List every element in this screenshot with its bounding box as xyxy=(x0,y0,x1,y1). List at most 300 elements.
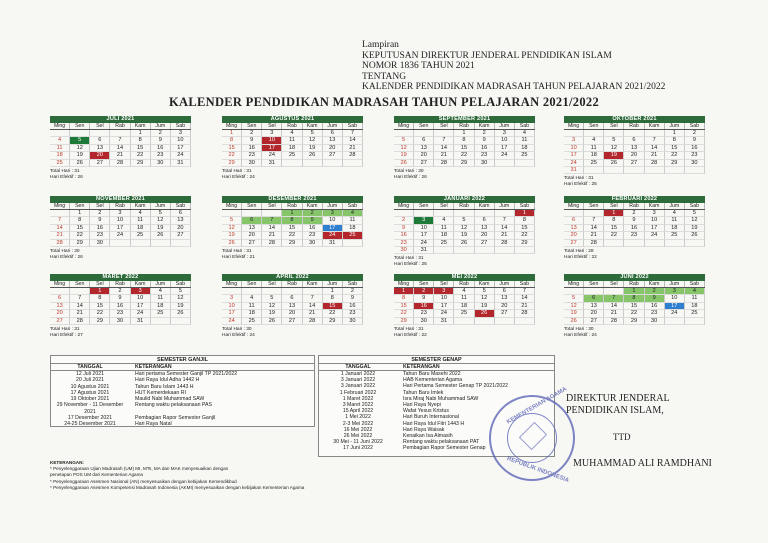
day-cell: 1 xyxy=(665,130,685,137)
week-row xyxy=(564,303,705,310)
day-cell: 12 xyxy=(303,137,323,144)
day-cell: 4 xyxy=(151,288,171,295)
weekday-label: Rab xyxy=(110,281,130,287)
day-cell: 12 xyxy=(685,217,705,224)
day-cell xyxy=(262,288,282,295)
weekday-label: Ming xyxy=(394,281,414,287)
month-totals xyxy=(394,327,535,338)
week-row xyxy=(50,217,191,224)
week-row xyxy=(564,160,705,167)
row-description: Rentang waktu pelaksanaan PAT xyxy=(403,439,480,446)
day-cell: 11 xyxy=(50,145,70,152)
day-cell: 17 xyxy=(171,145,191,152)
weekday-label: Sab xyxy=(343,123,363,129)
day-cell xyxy=(394,130,414,137)
day-cell: 31 xyxy=(323,240,343,247)
effective-days: Hari Efektif : 25 xyxy=(564,181,597,187)
day-cell: 31 xyxy=(262,160,282,167)
week-row xyxy=(394,225,535,232)
day-cell: 3 xyxy=(222,295,242,302)
weekday-header xyxy=(394,123,535,130)
day-cell: 2 xyxy=(343,288,363,295)
day-cell: 4 xyxy=(584,137,604,144)
day-cell xyxy=(515,318,535,325)
day-cell: 17 xyxy=(262,145,282,152)
day-cell: 3 xyxy=(645,210,665,217)
day-cell: 13 xyxy=(282,303,302,310)
ttd-label: TTD xyxy=(613,432,631,442)
day-cell: 22 xyxy=(624,310,644,317)
day-cell: 16 xyxy=(303,225,323,232)
day-cell: 10 xyxy=(222,303,242,310)
note-item: * Penyelenggaraan Ujian Madrasah (UM) MI, MTs, MA dan MAK menyesuaikan dengan xyxy=(50,466,229,472)
day-cell: 23 xyxy=(151,152,171,159)
day-cell: 16 xyxy=(685,145,705,152)
weekday-label: Sel xyxy=(90,281,110,287)
day-cell: 25 xyxy=(434,240,454,247)
day-cell xyxy=(303,288,323,295)
note-item: penetapan POS UM dari Kementerian Agama xyxy=(50,472,143,478)
weekday-label: Sel xyxy=(90,123,110,129)
day-cell: 10 xyxy=(262,137,282,144)
week-row xyxy=(564,288,705,295)
day-cell: 12 xyxy=(454,225,474,232)
col-tanggal: TANGGAL xyxy=(345,364,371,370)
day-cell: 19 xyxy=(303,145,323,152)
day-cell: 5 xyxy=(685,210,705,217)
month-calendar xyxy=(222,196,363,260)
day-cell xyxy=(604,167,624,174)
row-description: HAB Kementerian Agama xyxy=(403,377,463,384)
day-cell: 17 xyxy=(665,303,685,310)
row-date: 1 Februari 2022 xyxy=(339,389,377,396)
day-cell: 30 xyxy=(685,160,705,167)
row-description: Hari Pertama Semester Genap TP 2021/2022 xyxy=(403,383,509,390)
col-keterangan: KETERANGAN xyxy=(403,364,440,370)
day-cell: 9 xyxy=(645,295,665,302)
row-description: Pembagian Rapor Semester Genap xyxy=(403,445,486,452)
day-cell: 29 xyxy=(394,318,414,325)
weekday-label: Sen xyxy=(414,281,434,287)
weekday-label: Ming xyxy=(394,123,414,129)
weekday-label: Sab xyxy=(343,203,363,209)
day-cell: 8 xyxy=(323,295,343,302)
day-cell: 31 xyxy=(171,160,191,167)
row-description: Pembagian Rapor Semester Ganjil xyxy=(135,415,216,422)
signatory-name: MUHAMMAD ALI RAMDHANI xyxy=(573,458,712,469)
day-cell: 28 xyxy=(262,240,282,247)
weekday-label: Sel xyxy=(434,123,454,129)
day-cell: 26 xyxy=(222,240,242,247)
day-cell: 9 xyxy=(414,295,434,302)
week-row xyxy=(50,160,191,167)
month-calendar xyxy=(222,116,363,180)
month-totals xyxy=(222,249,363,260)
day-cell: 28 xyxy=(515,310,535,317)
day-cell: 3 xyxy=(564,137,584,144)
weekday-label: Jum xyxy=(323,281,343,287)
row-description: HUT Kemerdekaan RI xyxy=(135,389,186,396)
day-cell xyxy=(171,318,191,325)
row-date: 26 Mei 2022 xyxy=(343,433,373,440)
day-cell: 10 xyxy=(131,295,151,302)
row-description: Tahun Baru Masehi 2022 xyxy=(403,371,461,377)
month-calendar xyxy=(394,116,535,180)
week-row xyxy=(50,145,191,152)
day-cell xyxy=(685,167,705,174)
weekday-label: Sab xyxy=(515,123,535,129)
weekday-label: Kam xyxy=(475,203,495,209)
day-cell: 4 xyxy=(665,210,685,217)
week-row xyxy=(564,295,705,302)
day-cell: 11 xyxy=(454,295,474,302)
day-cell: 16 xyxy=(90,225,110,232)
weekday-label: Jum xyxy=(665,123,685,129)
day-cell xyxy=(343,240,363,247)
day-cell: 8 xyxy=(394,295,414,302)
weekday-label: Jum xyxy=(151,123,171,129)
row-description: Hari Raya Nyepi xyxy=(403,402,441,409)
weekday-header xyxy=(222,123,363,130)
day-cell xyxy=(282,288,302,295)
day-cell: 25 xyxy=(242,318,262,325)
weekday-label: Ming xyxy=(564,123,584,129)
weekday-label: Sab xyxy=(685,281,705,287)
weekday-label: Sen xyxy=(584,281,604,287)
day-cell: 30 xyxy=(414,318,434,325)
day-cell: 16 xyxy=(645,303,665,310)
day-cell: 12 xyxy=(564,303,584,310)
day-cell: 3 xyxy=(434,288,454,295)
day-cell: 9 xyxy=(242,137,262,144)
day-cell xyxy=(454,318,474,325)
day-cell: 10 xyxy=(495,137,515,144)
day-cell: 9 xyxy=(685,137,705,144)
day-cell: 10 xyxy=(434,295,454,302)
day-cell: 24 xyxy=(564,160,584,167)
weekday-label: Jum xyxy=(665,203,685,209)
day-cell: 22 xyxy=(282,232,302,239)
day-cell: 14 xyxy=(495,225,515,232)
day-cell xyxy=(624,130,644,137)
table-row xyxy=(51,421,314,427)
month-calendar xyxy=(50,196,191,260)
day-cell xyxy=(303,160,323,167)
weekday-label: Jum xyxy=(323,203,343,209)
day-cell: 9 xyxy=(343,295,363,302)
day-cell: 26 xyxy=(171,310,191,317)
day-cell xyxy=(564,288,584,295)
row-description: Hari Raya Waisak xyxy=(403,426,445,433)
day-cell: 31 xyxy=(564,167,584,174)
total-days: Total Hari : 30 xyxy=(564,326,594,332)
day-cell: 18 xyxy=(685,303,705,310)
day-cell xyxy=(262,210,282,217)
day-cell: 15 xyxy=(604,225,624,232)
day-cell: 21 xyxy=(303,310,323,317)
day-cell: 27 xyxy=(50,318,70,325)
day-cell: 24 xyxy=(110,232,130,239)
day-cell: 29 xyxy=(90,318,110,325)
day-cell: 25 xyxy=(151,310,171,317)
day-cell: 28 xyxy=(584,240,604,247)
month-title: JANUARI 2022 xyxy=(394,196,535,203)
day-cell: 4 xyxy=(685,288,705,295)
row-description: Tahun Baru Islam 1443 H xyxy=(135,383,194,390)
day-cell: 9 xyxy=(475,137,495,144)
day-cell: 14 xyxy=(434,145,454,152)
day-cell: 22 xyxy=(131,152,151,159)
week-row xyxy=(564,167,705,174)
day-cell xyxy=(454,247,474,254)
day-cell: 20 xyxy=(495,303,515,310)
day-cell: 8 xyxy=(515,217,535,224)
row-date: 1 Mei 2022 xyxy=(345,414,371,421)
day-cell: 23 xyxy=(685,152,705,159)
day-cell: 14 xyxy=(70,303,90,310)
weekday-label: Sab xyxy=(685,203,705,209)
day-cell xyxy=(90,130,110,137)
day-cell: 25 xyxy=(584,160,604,167)
day-cell: 2 xyxy=(151,130,171,137)
weekday-label: Ming xyxy=(222,203,242,209)
day-cell: 16 xyxy=(475,145,495,152)
day-cell: 2 xyxy=(90,210,110,217)
day-cell: 11 xyxy=(584,145,604,152)
row-date: 3 Januari 2022 xyxy=(340,383,376,390)
day-cell: 19 xyxy=(685,225,705,232)
day-cell: 9 xyxy=(90,217,110,224)
day-cell xyxy=(564,210,584,217)
day-cell: 2 xyxy=(110,288,130,295)
day-cell: 11 xyxy=(515,137,535,144)
weekday-label: Sel xyxy=(434,203,454,209)
week-row xyxy=(564,310,705,317)
week-row xyxy=(222,152,363,159)
table-body xyxy=(51,371,314,428)
day-cell: 21 xyxy=(645,152,665,159)
day-cell xyxy=(110,240,130,247)
month-totals xyxy=(50,327,191,338)
weekday-label: Ming xyxy=(222,281,242,287)
week-row xyxy=(394,160,535,167)
day-cell: 27 xyxy=(323,152,343,159)
day-cell: 6 xyxy=(414,137,434,144)
day-cell: 11 xyxy=(151,295,171,302)
day-cell: 26 xyxy=(303,152,323,159)
day-cell xyxy=(564,130,584,137)
day-cell: 17 xyxy=(645,225,665,232)
day-cell: 29 xyxy=(323,318,343,325)
week-row xyxy=(564,217,705,224)
day-cell: 4 xyxy=(515,130,535,137)
day-cell: 19 xyxy=(151,225,171,232)
day-cell: 11 xyxy=(242,303,262,310)
day-cell: 6 xyxy=(90,137,110,144)
day-cell xyxy=(624,240,644,247)
day-cell xyxy=(242,288,262,295)
day-cell: 30 xyxy=(110,318,130,325)
day-cell xyxy=(222,210,242,217)
day-cell: 4 xyxy=(131,210,151,217)
day-cell: 19 xyxy=(70,152,90,159)
day-cell: 21 xyxy=(604,310,624,317)
day-cell: 13 xyxy=(495,295,515,302)
day-cell: 7 xyxy=(495,217,515,224)
day-cell: 15 xyxy=(624,303,644,310)
weekday-label: Rab xyxy=(624,203,644,209)
weekday-label: Rab xyxy=(110,203,130,209)
day-cell: 8 xyxy=(70,217,90,224)
day-cell: 19 xyxy=(564,310,584,317)
total-days: Total Hari : 31 xyxy=(222,248,252,254)
effective-days: Hari Efektif : 27 xyxy=(50,332,83,338)
week-row xyxy=(50,318,191,325)
note-item: * Penyelenggaraan Asesmen Kompetensi Madrasah Indonesia (AKMI) menyesuaikan dengan kebijakan Kementerian Agama xyxy=(50,484,305,490)
day-cell: 24 xyxy=(495,152,515,159)
day-cell: 25 xyxy=(343,232,363,239)
weekday-label: Jum xyxy=(495,281,515,287)
day-cell: 21 xyxy=(70,310,90,317)
week-row xyxy=(222,288,363,295)
weekday-label: Kam xyxy=(303,123,323,129)
day-cell: 11 xyxy=(282,137,302,144)
day-cell: 26 xyxy=(394,160,414,167)
day-cell: 30 xyxy=(343,318,363,325)
day-cell xyxy=(414,130,434,137)
day-cell: 12 xyxy=(171,295,191,302)
day-cell: 22 xyxy=(90,310,110,317)
day-cell: 3 xyxy=(414,217,434,224)
day-cell: 25 xyxy=(50,160,70,167)
month-calendar xyxy=(50,274,191,338)
week-row xyxy=(394,288,535,295)
day-cell: 15 xyxy=(515,225,535,232)
day-cell: 19 xyxy=(171,303,191,310)
row-date: 1 Maret 2022 xyxy=(342,395,374,402)
day-cell: 26 xyxy=(151,232,171,239)
day-cell: 19 xyxy=(394,152,414,159)
weekday-label: Jum xyxy=(151,203,171,209)
month-title: OKTOBER 2021 xyxy=(564,116,705,123)
day-cell: 7 xyxy=(303,295,323,302)
day-cell: 10 xyxy=(645,217,665,224)
week-row xyxy=(564,225,705,232)
effective-days: Hari Efektif : 24 xyxy=(564,332,597,338)
weekday-label: Sab xyxy=(515,281,535,287)
effective-days: Hari Efektif : 24 xyxy=(222,332,255,338)
day-cell: 13 xyxy=(171,217,191,224)
row-date: 3 Januari 2022 xyxy=(340,377,376,384)
total-days: Total Hari : 31 xyxy=(394,256,424,262)
day-cell xyxy=(624,167,644,174)
total-days: Total Hari : 30 xyxy=(394,168,424,174)
day-cell xyxy=(515,247,535,254)
week-row xyxy=(394,303,535,310)
day-cell: 2 xyxy=(303,210,323,217)
row-description: Wafat Yesus Kristus xyxy=(403,408,449,415)
week-row xyxy=(394,130,535,137)
weekday-label: Rab xyxy=(110,123,130,129)
week-row xyxy=(50,240,191,247)
day-cell: 1 xyxy=(515,210,535,217)
day-cell: 16 xyxy=(624,225,644,232)
day-cell: 15 xyxy=(222,145,242,152)
day-cell: 14 xyxy=(303,303,323,310)
week-row xyxy=(564,137,705,144)
weekday-label: Rab xyxy=(624,123,644,129)
weekday-label: Rab xyxy=(454,123,474,129)
day-cell: 25 xyxy=(665,232,685,239)
day-cell: 6 xyxy=(564,217,584,224)
day-cell xyxy=(50,288,70,295)
day-cell: 25 xyxy=(515,152,535,159)
week-row xyxy=(394,310,535,317)
day-cell xyxy=(584,210,604,217)
stamp-text-top: KEMENTERIAN AGAMA xyxy=(506,386,569,426)
day-cell: 2 xyxy=(624,210,644,217)
week-row xyxy=(564,152,705,159)
week-row xyxy=(394,240,535,247)
day-cell: 16 xyxy=(414,303,434,310)
header-line: KALENDER PENDIDIKAN MADRASAH TAHUN PELAJARAN 2021/2022 xyxy=(362,82,666,92)
day-cell: 19 xyxy=(604,152,624,159)
total-days: Total Hari : 28 xyxy=(564,248,594,254)
day-cell: 12 xyxy=(222,225,242,232)
day-cell: 16 xyxy=(151,145,171,152)
day-cell: 22 xyxy=(665,152,685,159)
day-cell: 28 xyxy=(645,160,665,167)
weekday-label: Kam xyxy=(131,123,151,129)
weekday-header xyxy=(50,123,191,130)
row-description: Tahun Baru Imlek xyxy=(403,389,444,396)
day-cell: 27 xyxy=(90,160,110,167)
week-row xyxy=(222,210,363,217)
day-cell xyxy=(665,240,685,247)
month-title: AGUSTUS 2021 xyxy=(222,116,363,123)
day-cell: 17 xyxy=(434,303,454,310)
day-cell xyxy=(495,160,515,167)
row-description: Hari Buruh Internasional xyxy=(403,414,459,421)
day-cell: 12 xyxy=(262,303,282,310)
day-cell xyxy=(50,130,70,137)
day-cell: 3 xyxy=(131,288,151,295)
weekday-label: Jum xyxy=(495,203,515,209)
weekday-label: Sel xyxy=(90,203,110,209)
day-cell: 5 xyxy=(303,130,323,137)
day-cell: 20 xyxy=(171,225,191,232)
official-stamp xyxy=(489,386,575,485)
day-cell xyxy=(475,318,495,325)
day-cell: 28 xyxy=(604,318,624,325)
decree-header xyxy=(362,40,665,93)
col-tanggal: TANGGAL xyxy=(77,364,103,370)
day-cell: 27 xyxy=(171,232,191,239)
month-calendar xyxy=(50,116,191,180)
day-cell xyxy=(495,210,515,217)
day-cell: 16 xyxy=(110,303,130,310)
day-cell: 8 xyxy=(604,217,624,224)
weekday-label: Sel xyxy=(262,281,282,287)
weekday-label: Rab xyxy=(454,203,474,209)
day-cell: 29 xyxy=(665,160,685,167)
day-cell: 2 xyxy=(645,288,665,295)
day-cell: 15 xyxy=(323,303,343,310)
day-cell: 27 xyxy=(564,240,584,247)
week-row xyxy=(50,225,191,232)
weekday-label: Kam xyxy=(475,281,495,287)
month-totals xyxy=(564,176,705,187)
